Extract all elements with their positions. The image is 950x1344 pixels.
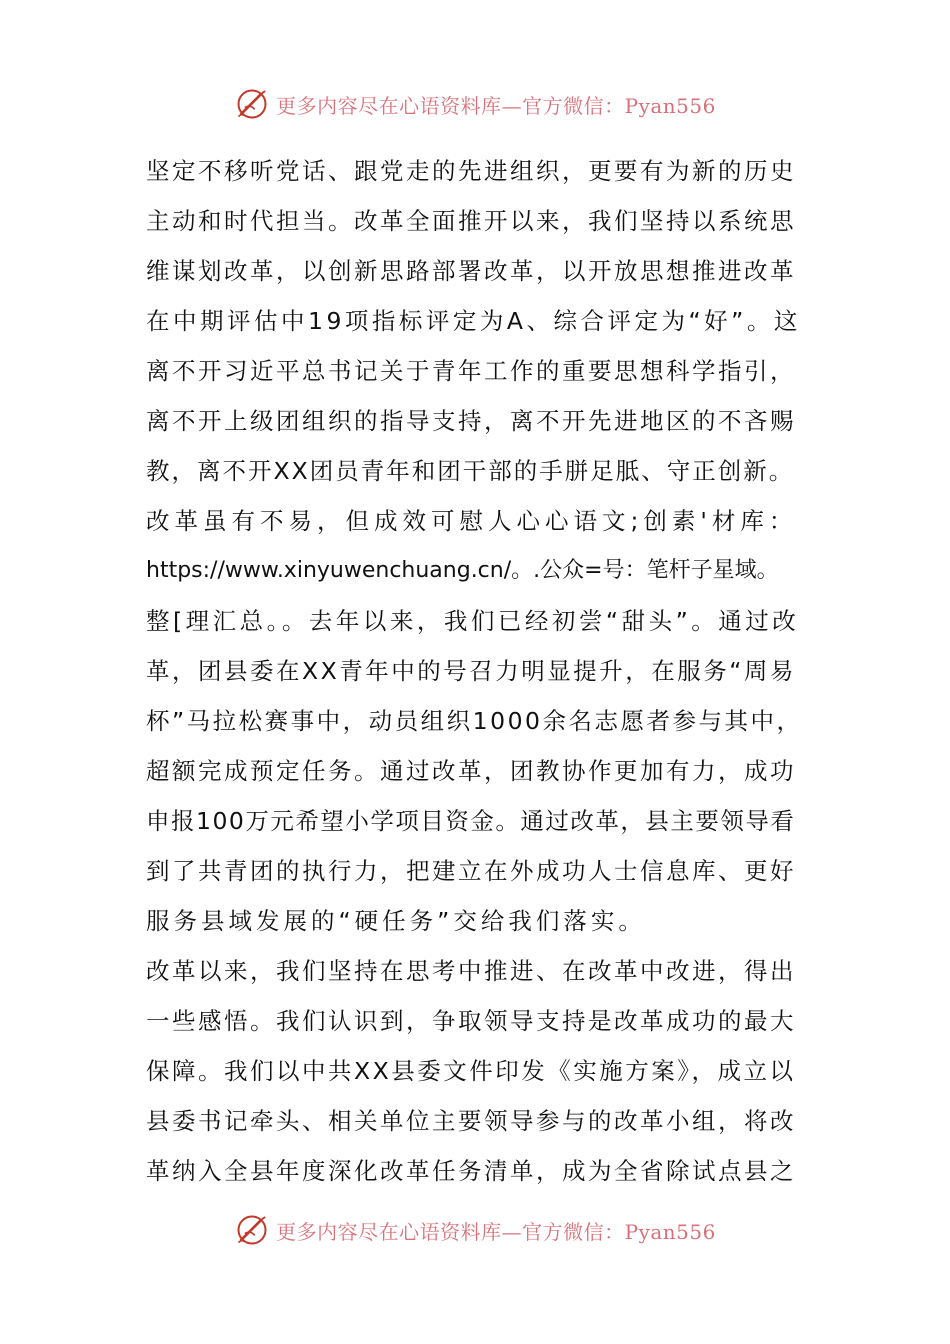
text-line: 在中期评估中19项指标评定为A、综合评定为“好”。这 [146,307,801,335]
text-line: 维谋划改革，以创新思路部署改革，以开放思想推进改革 [146,257,796,285]
text-line: 超额完成预定任务。通过改革，团教协作更加有力，成功 [146,757,796,785]
header-banner-text: 更多内容尽在心语资料库—官方微信：Pyan556 [276,93,716,118]
text-line: 革，团县委在XX青年中的号召力明显提升，在服务“周易 [146,657,796,685]
text-line: 主动和时代担当。改革全面推开以来，我们坚持以系统思 [146,207,796,235]
text-line: 整[理汇总。。去年以来，我们已经初尝“甜头”。通过改 [146,607,800,635]
text-line: 坚定不移听党话、跟党走的先进组织，更要有为新的历史 [146,157,796,185]
text-line: 保障。我们以中共XX县委文件印发《实施方案》，成立以 [146,1057,796,1085]
pen-logo-icon [234,86,270,122]
text-line: 申报100万元希望小学项目资金。通过改革，县主要领导看 [146,807,796,835]
text-line: 改革虽有不易，但成效可慰人心心语文;创素'材库： [146,507,798,535]
text-line: 县委书记牵头、相关单位主要领导参与的改革小组，将改 [146,1107,796,1135]
text-line: 改革以来，我们坚持在思考中推进、在改革中改进，得出 [146,957,796,985]
text-line: https://www.xinyuwenchuang.cn/。.公众=号：笔杆子星域。 [146,558,779,583]
header-banner [0,84,950,124]
text-line: 一些感悟。我们认识到，争取领导支持是改革成功的最大 [146,1007,796,1035]
document-body [146,146,806,1196]
text-line: 杯”马拉松赛事中，动员组织1000余名志愿者参与其中， [146,707,803,735]
text-line: 离不开习近平总书记关于青年工作的重要思想科学指引， [146,357,796,385]
text-line: 离不开上级团组织的指导支持，离不开先进地区的不吝赐 [146,407,796,435]
text-line: 教，离不开XX团员青年和团干部的手胼足胝、守正创新。 [146,457,795,485]
text-line: 到了共青团的执行力，把建立在外成功人士信息库、更好 [146,857,796,885]
footer-banner [0,1210,950,1250]
pen-logo-icon [234,1212,270,1248]
text-line: 服务县域发展的“硬任务”交给我们落实。 [146,907,646,935]
footer-banner-text: 更多内容尽在心语资料库—官方微信：Pyan556 [276,1219,716,1244]
text-line: 革纳入全县年度深化改革任务清单，成为全省除试点县之 [146,1157,796,1185]
